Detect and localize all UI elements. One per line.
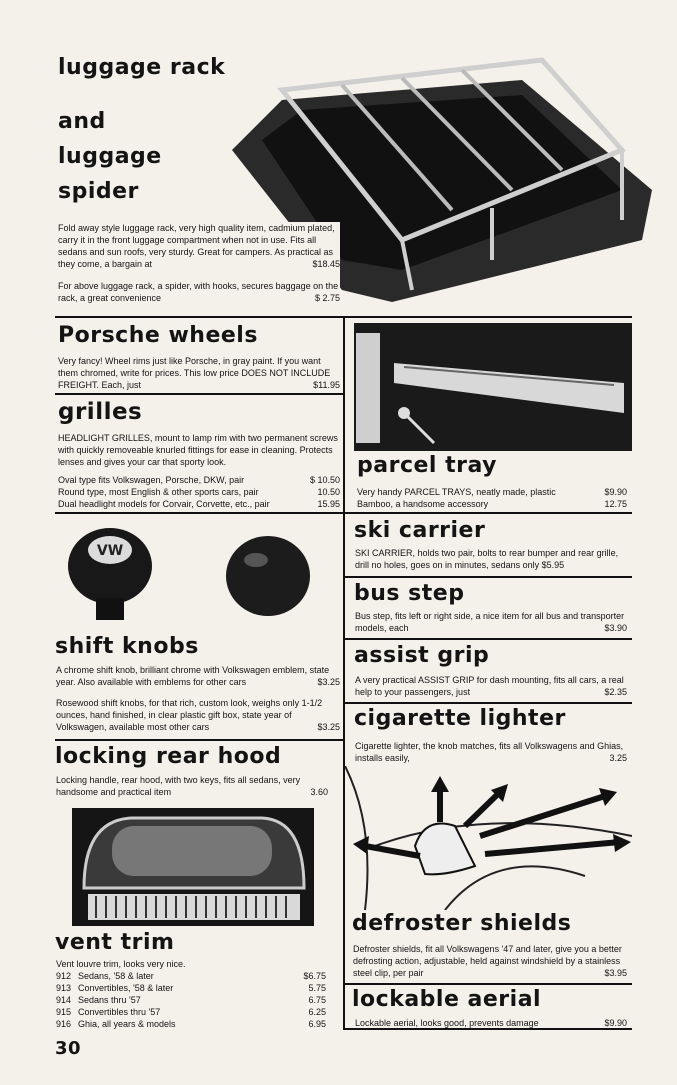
luggage-text-box <box>58 222 340 304</box>
shift-title: shift knobs <box>55 634 199 659</box>
vent-desc: Vent louvre trim, looks very nice. <box>56 959 186 969</box>
porsche-price: $11.95 <box>313 380 340 390</box>
vent-item: 916 Ghia, all years & models 6.95 <box>56 1019 326 1029</box>
bamboo-desc: Bamboo, a handsome accessory <box>357 499 489 509</box>
luggage-desc: Fold away style luggage rack, very high quality item, cadmium plated, carry it in the front luggage compartment when not in use. Fits all sedans and sun roofs, very sturdy. Great for campers. As practical as they come, a bargain at <box>58 223 335 269</box>
porsche-desc: Very fancy! Wheel rims just like Porsche, in gray paint. If you want them chromed, write for prices. This low price DOES NOT INCLUDE FREIGHT. Each, just <box>58 356 331 390</box>
parcel-title: parcel tray <box>357 453 497 478</box>
rule-grilles <box>55 512 343 514</box>
grilles-list <box>58 474 340 510</box>
ski-desc-box <box>355 547 627 571</box>
assist-desc-box <box>355 674 627 698</box>
luggage-title-3: luggage <box>58 144 162 169</box>
ski-title: ski carrier <box>354 518 486 543</box>
vent-item: 912 Sedans, '58 & later $6.75 <box>56 971 326 981</box>
rosewood-desc: Rosewood shift knobs, for that rich, custom look, weighs only 1-1/2 ounces, hand finished, in clear plastic gift box, state year of Volkswagen, available most other cars <box>56 698 323 732</box>
parcel-desc: Very handy PARCEL TRAYS, neatly made, plastic <box>357 487 556 497</box>
rosewood-knob-photo <box>224 534 314 618</box>
shift-desc-box <box>56 664 340 733</box>
vent-item: 913 Convertibles, '58 & later 5.75 <box>56 983 326 993</box>
luggage-title-2: and <box>58 109 106 134</box>
ski-desc: SKI CARRIER, holds two pair, bolts to rear bumper and rear grille, drill no holes, goes on in minutes, sedans only <box>355 548 619 570</box>
hood-title: locking rear hood <box>55 744 282 769</box>
vent-item: 914 Sedans thru '57 6.75 <box>56 995 326 1005</box>
aerial-price: $9.90 <box>604 1018 627 1028</box>
aerial-desc: Lockable aerial, looks good, prevents damage <box>355 1018 539 1028</box>
grille-item: Round type, most English & other sports cars, pair 10.50 <box>58 487 340 497</box>
assist-price: $2.35 <box>604 687 627 697</box>
aerial-title: lockable aerial <box>352 987 542 1012</box>
rule-parcel <box>343 512 632 514</box>
bus-title: bus step <box>354 581 465 606</box>
rule-assist <box>343 702 632 704</box>
grilles-title: grilles <box>58 399 143 425</box>
vent-trim-photo <box>72 808 314 926</box>
vent-item: 915 Convertibles thru '57 6.25 <box>56 1007 326 1017</box>
rule-shift <box>55 739 343 741</box>
defroster-title: defroster shields <box>352 911 572 936</box>
hood-desc: Locking handle, rear hood, with two keys, fits all sedans, very handsome and practical item <box>56 775 301 797</box>
cigarette-desc-box <box>355 740 627 764</box>
parcel-list <box>357 486 627 510</box>
defroster-desc-box <box>353 943 627 979</box>
shift-price: $3.25 <box>317 677 340 687</box>
page-number: 30 <box>55 1038 82 1059</box>
cigarette-title: cigarette lighter <box>354 706 566 731</box>
assist-title: assist grip <box>354 643 490 668</box>
parcel-tray-photo <box>354 323 632 451</box>
bamboo-price: 12.75 <box>604 499 627 509</box>
spider-price: $ 2.75 <box>314 293 340 303</box>
chrome-knob-photo <box>66 526 156 622</box>
ski-price: $5.95 <box>541 560 565 570</box>
luggage-title-4: spider <box>58 179 139 204</box>
rule-porsche <box>55 393 343 395</box>
porsche-desc-box <box>58 355 340 391</box>
luggage-title-1: luggage rack <box>58 55 226 80</box>
vent-title: vent trim <box>55 930 175 955</box>
svg-text:VW: VW <box>96 543 124 559</box>
defroster-price: $3.95 <box>604 968 627 978</box>
assist-desc: A very practical ASSIST GRIP for dash mounting, fits all cars, a real help to your passengers, just <box>355 675 624 697</box>
spider-desc: For above luggage rack, a spider, with hooks, secures baggage on the rack, a great convenience <box>58 281 339 303</box>
rule-defroster <box>343 983 632 985</box>
parcel-price: $9.90 <box>604 487 627 497</box>
rosewood-price: $3.25 <box>317 722 340 732</box>
cigarette-desc: Cigarette lighter, the knob matches, fits all Volkswagens and Ghias, installs easily, <box>355 741 624 763</box>
rule-bus <box>343 638 632 640</box>
grilles-desc: HEADLIGHT GRILLES, mount to lamp rim with two permanent screws with quickly removeable knurled fittings for ease in cleaning. Protects lenses and gives your car that sporty look. <box>58 433 338 467</box>
rule-ski <box>343 576 632 578</box>
defroster-illustration <box>345 766 632 910</box>
rule-bottom <box>343 1028 632 1030</box>
hood-price: 3.60 <box>310 787 328 797</box>
cigarette-price: 3.25 <box>609 753 627 763</box>
bus-desc-box <box>355 610 627 634</box>
porsche-title: Porsche wheels <box>58 323 258 348</box>
bus-price: $3.90 <box>604 623 627 633</box>
defroster-desc: Defroster shields, fit all Volkswagens '47 and later, give you a better defrosting action, adjustable, held against windshield by a stainless steel clip, per pair <box>353 944 622 978</box>
vent-list <box>56 970 326 1030</box>
grille-item: Dual headlight models for Corvair, Corvette, etc., pair 15.95 <box>58 499 340 509</box>
luggage-price: $18.45 <box>312 259 340 269</box>
rule-center <box>343 316 345 1028</box>
hood-desc-box <box>56 774 328 798</box>
shift-desc: A chrome shift knob, brilliant chrome with Volkswagen emblem, state year. Also available with emblems for other cars <box>56 665 330 687</box>
grille-item: Oval type fits Volkswagen, Porsche, DKW, pair $ 10.50 <box>58 475 340 485</box>
bus-desc: Bus step, fits left or right side, a nice item for all bus and transporter models, each <box>355 611 625 633</box>
